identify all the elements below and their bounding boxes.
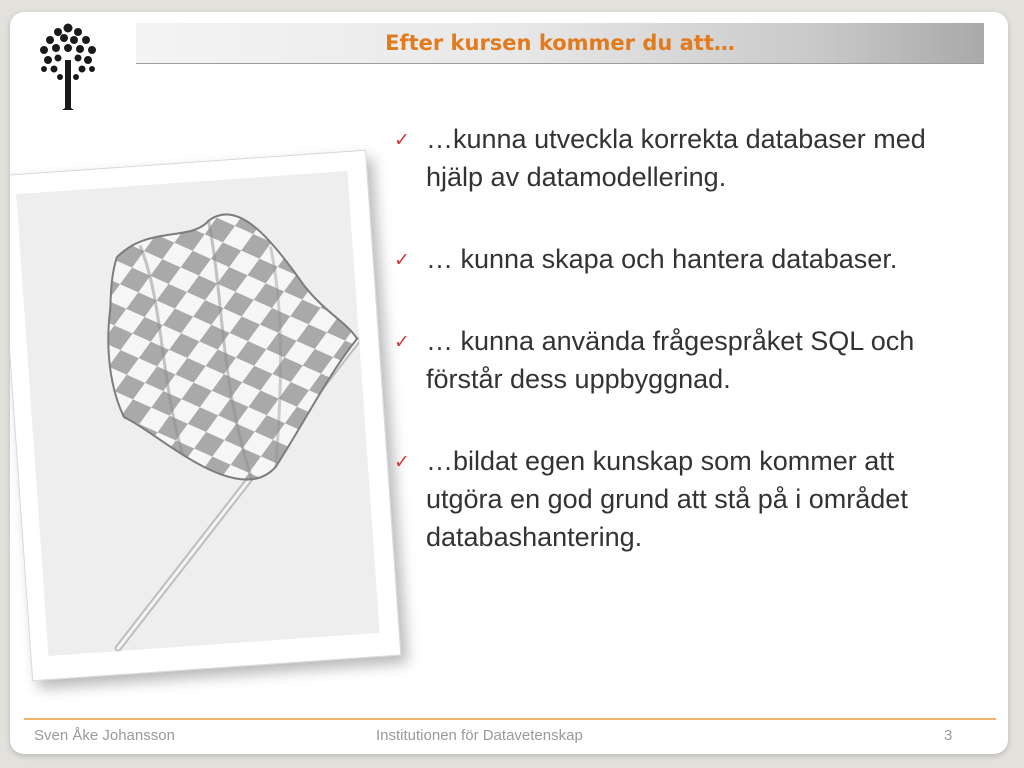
- checkered-flag-icon: [16, 171, 379, 656]
- checkmark-icon: ✓: [394, 331, 410, 353]
- checkmark-icon: ✓: [394, 249, 410, 271]
- bullet-text: … kunna skapa och hantera databaser.: [426, 244, 898, 274]
- list-item: [394, 240, 974, 278]
- slide-title: Efter kursen kommer du att…: [385, 31, 735, 55]
- tree-logo-icon: [34, 20, 102, 110]
- bullet-text: … kunna använda frågespråket SQL och förstår dess uppbyggnad.: [426, 326, 915, 394]
- list-item: [394, 120, 974, 196]
- footer-divider: [24, 718, 996, 720]
- photo-frame: [10, 150, 399, 679]
- list-item: [394, 322, 974, 398]
- checkered-flag-picture: [16, 171, 379, 656]
- title-bar: [136, 23, 984, 64]
- checkmark-icon: ✓: [394, 451, 410, 473]
- bullet-list: [394, 120, 974, 600]
- page-number: 3: [944, 727, 953, 744]
- slide: [10, 12, 1008, 754]
- bullet-text: …bildat egen kunskap som kommer att utgöra en god grund att stå på i området databashantering.: [426, 446, 908, 552]
- bullet-text: …kunna utveckla korrekta databaser med hjälp av datamodellering.: [426, 124, 926, 192]
- list-item: [394, 442, 974, 556]
- checkmark-icon: ✓: [394, 129, 410, 151]
- footer-institution: Institutionen för Datavetenskap: [376, 727, 583, 744]
- footer-author: Sven Åke Johansson: [34, 727, 175, 744]
